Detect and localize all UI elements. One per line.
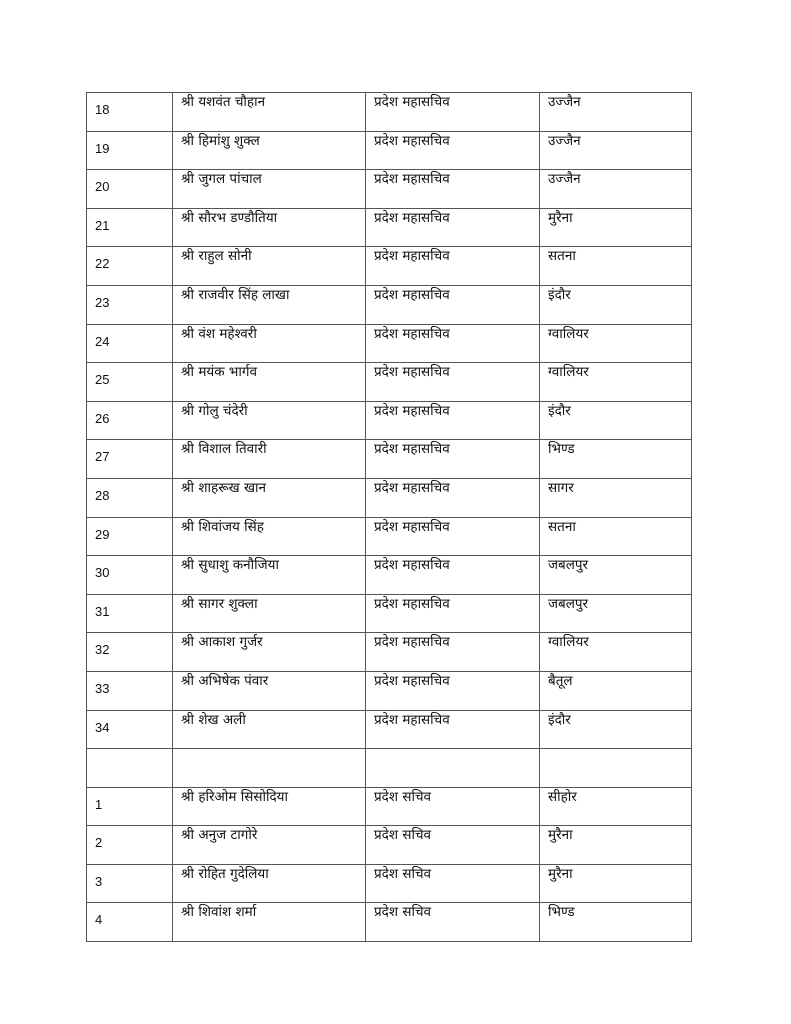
table-row bbox=[87, 671, 692, 710]
serial-number-text: 4 bbox=[95, 912, 103, 928]
member-name-cell bbox=[173, 517, 366, 556]
district-text: सीहोर bbox=[548, 788, 577, 805]
office-bearers-table bbox=[86, 92, 692, 942]
designation-cell bbox=[366, 363, 540, 402]
designation-cell bbox=[366, 594, 540, 633]
district-cell bbox=[540, 517, 692, 556]
designation-cell bbox=[366, 170, 540, 209]
member-name-cell bbox=[173, 93, 366, 132]
member-name-cell bbox=[173, 594, 366, 633]
member-name-text: श्री हिमांशु शुक्ल bbox=[181, 132, 260, 149]
serial-number-text bbox=[95, 749, 172, 759]
serial-number-text: 28 bbox=[95, 487, 110, 503]
member-name-text: श्री जुगल पांचाल bbox=[181, 171, 262, 188]
member-name-text: श्री शाहरूख खान bbox=[181, 479, 267, 496]
designation-cell bbox=[366, 903, 540, 942]
serial-number-text: 2 bbox=[95, 835, 103, 851]
district-cell bbox=[540, 363, 692, 402]
member-name-cell bbox=[173, 903, 366, 942]
designation-text: प्रदेश सचिव bbox=[374, 788, 432, 805]
serial-number-cell bbox=[87, 671, 173, 710]
member-name-text: श्री सौरभ डण्डौतिया bbox=[181, 209, 278, 226]
serial-number-cell bbox=[87, 131, 173, 170]
designation-text: प्रदेश महासचिव bbox=[374, 402, 450, 419]
designation-text: प्रदेश महासचिव bbox=[374, 325, 450, 342]
member-name-text bbox=[181, 749, 365, 752]
serial-number-cell bbox=[87, 864, 173, 903]
district-cell bbox=[540, 208, 692, 247]
district-cell bbox=[540, 93, 692, 132]
district-text: ग्वालियर bbox=[548, 634, 589, 651]
designation-cell bbox=[366, 478, 540, 517]
serial-number-cell bbox=[87, 478, 173, 517]
district-cell bbox=[540, 478, 692, 517]
table-row bbox=[87, 170, 692, 209]
serial-number-text: 32 bbox=[95, 642, 110, 658]
designation-cell bbox=[366, 324, 540, 363]
serial-number-text: 27 bbox=[95, 449, 110, 465]
designation-text: प्रदेश महासचिव bbox=[374, 479, 450, 496]
member-name-cell bbox=[173, 826, 366, 865]
designation-text: प्रदेश महासचिव bbox=[374, 557, 450, 574]
designation-text: प्रदेश महासचिव bbox=[374, 595, 450, 612]
district-cell bbox=[540, 285, 692, 324]
serial-number-text: 3 bbox=[95, 873, 103, 889]
district-text: उज्जैन bbox=[548, 171, 581, 188]
designation-cell bbox=[366, 285, 540, 324]
district-cell bbox=[540, 749, 692, 788]
serial-number-text: 23 bbox=[95, 294, 110, 310]
member-name-cell bbox=[173, 401, 366, 440]
member-name-cell bbox=[173, 324, 366, 363]
designation-text: प्रदेश महासचिव bbox=[374, 441, 450, 458]
designation-text: प्रदेश महासचिव bbox=[374, 518, 450, 535]
designation-cell bbox=[366, 208, 540, 247]
serial-number-cell bbox=[87, 749, 173, 788]
table-row bbox=[87, 401, 692, 440]
designation-cell bbox=[366, 633, 540, 672]
serial-number-text: 20 bbox=[95, 179, 110, 195]
district-cell bbox=[540, 247, 692, 286]
designation-cell bbox=[366, 401, 540, 440]
district-text: सतना bbox=[548, 518, 576, 535]
designation-text: प्रदेश सचिव bbox=[374, 904, 432, 921]
designation-cell bbox=[366, 749, 540, 788]
district-cell bbox=[540, 440, 692, 479]
table-row bbox=[87, 208, 692, 247]
district-cell bbox=[540, 556, 692, 595]
table-row bbox=[87, 93, 692, 132]
table-row bbox=[87, 864, 692, 903]
table-row bbox=[87, 710, 692, 749]
district-cell bbox=[540, 903, 692, 942]
district-text: इंदौर bbox=[548, 711, 571, 728]
district-text bbox=[548, 749, 691, 752]
member-name-cell bbox=[173, 633, 366, 672]
serial-number-text: 21 bbox=[95, 217, 110, 233]
member-name-cell bbox=[173, 478, 366, 517]
serial-number-text: 26 bbox=[95, 410, 110, 426]
member-name-cell bbox=[173, 710, 366, 749]
designation-cell bbox=[366, 247, 540, 286]
designation-cell bbox=[366, 556, 540, 595]
serial-number-cell bbox=[87, 440, 173, 479]
serial-number-cell bbox=[87, 594, 173, 633]
serial-number-text: 30 bbox=[95, 565, 110, 581]
district-text: इंदौर bbox=[548, 286, 571, 303]
designation-text: प्रदेश महासचिव bbox=[374, 672, 450, 689]
table-row bbox=[87, 517, 692, 556]
serial-number-text: 25 bbox=[95, 372, 110, 388]
designation-text: प्रदेश महासचिव bbox=[374, 286, 450, 303]
serial-number-text: 19 bbox=[95, 140, 110, 156]
district-text: भिण्ड bbox=[548, 441, 575, 458]
member-name-text: श्री अनुज टागोरे bbox=[181, 827, 258, 844]
district-text: ग्वालियर bbox=[548, 364, 589, 381]
member-name-text: श्री वंश महेश्वरी bbox=[181, 325, 257, 342]
serial-number-text: 1 bbox=[95, 796, 103, 812]
serial-number-text: 24 bbox=[95, 333, 110, 349]
member-name-text: श्री सुधाशु कनौजिया bbox=[181, 557, 279, 574]
table-body bbox=[87, 93, 692, 942]
district-cell bbox=[540, 787, 692, 826]
member-name-text: श्री रोहित गुदेलिया bbox=[181, 865, 269, 882]
member-name-cell bbox=[173, 864, 366, 903]
serial-number-cell bbox=[87, 170, 173, 209]
designation-cell bbox=[366, 517, 540, 556]
serial-number-cell bbox=[87, 285, 173, 324]
table-row bbox=[87, 285, 692, 324]
district-text: भिण्ड bbox=[548, 904, 575, 921]
district-text: जबलपुर bbox=[548, 595, 589, 612]
member-name-text: श्री आकाश गुर्जर bbox=[181, 634, 263, 651]
serial-number-cell bbox=[87, 363, 173, 402]
district-text: उज्जैन bbox=[548, 94, 581, 110]
designation-cell bbox=[366, 671, 540, 710]
designation-text: प्रदेश महासचिव bbox=[374, 94, 450, 110]
district-text: ग्वालियर bbox=[548, 325, 589, 342]
district-cell bbox=[540, 671, 692, 710]
serial-number-text: 34 bbox=[95, 719, 110, 735]
district-text: मुरैना bbox=[548, 209, 573, 226]
member-name-text: श्री मयंक भार्गव bbox=[181, 364, 258, 381]
designation-cell bbox=[366, 826, 540, 865]
member-name-cell bbox=[173, 247, 366, 286]
table-row bbox=[87, 324, 692, 363]
member-name-text: श्री विशाल तिवारी bbox=[181, 441, 267, 458]
designation-text: प्रदेश महासचिव bbox=[374, 634, 450, 651]
designation-text: प्रदेश महासचिव bbox=[374, 132, 450, 149]
member-name-cell bbox=[173, 363, 366, 402]
designation-cell bbox=[366, 440, 540, 479]
serial-number-cell bbox=[87, 903, 173, 942]
district-text: बैतूल bbox=[548, 672, 573, 689]
serial-number-cell bbox=[87, 517, 173, 556]
district-text: इंदौर bbox=[548, 402, 571, 419]
district-cell bbox=[540, 826, 692, 865]
district-cell bbox=[540, 633, 692, 672]
district-text: सतना bbox=[548, 248, 576, 265]
member-name-cell bbox=[173, 749, 366, 788]
designation-text: प्रदेश सचिव bbox=[374, 865, 432, 882]
serial-number-cell bbox=[87, 826, 173, 865]
member-name-cell bbox=[173, 170, 366, 209]
district-cell bbox=[540, 401, 692, 440]
member-name-text: श्री शिवांश शर्मा bbox=[181, 904, 257, 921]
serial-number-text: 29 bbox=[95, 526, 110, 542]
table-row bbox=[87, 363, 692, 402]
table-row bbox=[87, 594, 692, 633]
designation-cell bbox=[366, 131, 540, 170]
designation-text: प्रदेश सचिव bbox=[374, 827, 432, 844]
table-row bbox=[87, 826, 692, 865]
serial-number-cell bbox=[87, 556, 173, 595]
district-cell bbox=[540, 131, 692, 170]
member-name-text: श्री शेख अली bbox=[181, 711, 246, 728]
designation-cell bbox=[366, 864, 540, 903]
table-row bbox=[87, 787, 692, 826]
designation-text: प्रदेश महासचिव bbox=[374, 711, 450, 728]
blank-separator-row bbox=[87, 749, 692, 788]
table-row bbox=[87, 247, 692, 286]
designation-text: प्रदेश महासचिव bbox=[374, 171, 450, 188]
designation-text: प्रदेश महासचिव bbox=[374, 209, 450, 226]
member-name-cell bbox=[173, 671, 366, 710]
serial-number-cell bbox=[87, 93, 173, 132]
designation-text: प्रदेश महासचिव bbox=[374, 364, 450, 381]
designation-cell bbox=[366, 787, 540, 826]
district-cell bbox=[540, 864, 692, 903]
serial-number-cell bbox=[87, 208, 173, 247]
district-text: मुरैना bbox=[548, 865, 573, 882]
serial-number-cell bbox=[87, 710, 173, 749]
table-row bbox=[87, 903, 692, 942]
member-name-cell bbox=[173, 208, 366, 247]
serial-number-text: 31 bbox=[95, 603, 110, 619]
member-name-text: श्री अभिषेक पंवार bbox=[181, 672, 269, 689]
member-name-text: श्री यशवंत चौहान bbox=[181, 94, 266, 110]
table-row bbox=[87, 478, 692, 517]
district-cell bbox=[540, 324, 692, 363]
serial-number-cell bbox=[87, 401, 173, 440]
member-name-cell bbox=[173, 285, 366, 324]
member-name-cell bbox=[173, 440, 366, 479]
table-row bbox=[87, 440, 692, 479]
designation-text: प्रदेश महासचिव bbox=[374, 248, 450, 265]
serial-number-cell bbox=[87, 324, 173, 363]
district-text: मुरैना bbox=[548, 827, 573, 844]
designation-text bbox=[374, 749, 539, 752]
member-name-cell bbox=[173, 556, 366, 595]
serial-number-text: 18 bbox=[95, 102, 110, 117]
table-row bbox=[87, 556, 692, 595]
district-cell bbox=[540, 594, 692, 633]
serial-number-cell bbox=[87, 247, 173, 286]
district-text: सागर bbox=[548, 479, 574, 496]
district-text: उज्जैन bbox=[548, 132, 581, 149]
member-name-text: श्री गोलु चंदेरी bbox=[181, 402, 248, 419]
designation-cell bbox=[366, 93, 540, 132]
district-cell bbox=[540, 170, 692, 209]
serial-number-text: 33 bbox=[95, 680, 110, 696]
serial-number-cell bbox=[87, 787, 173, 826]
table-row bbox=[87, 633, 692, 672]
serial-number-text: 22 bbox=[95, 256, 110, 272]
member-name-cell bbox=[173, 131, 366, 170]
member-name-text: श्री हरिओम सिसोदिया bbox=[181, 788, 288, 805]
member-name-text: श्री राहुल सोनी bbox=[181, 248, 252, 265]
table-row bbox=[87, 131, 692, 170]
designation-cell bbox=[366, 710, 540, 749]
member-name-text: श्री सागर शुक्ला bbox=[181, 595, 258, 612]
member-name-cell bbox=[173, 787, 366, 826]
member-name-text: श्री शिवांजय सिंह bbox=[181, 518, 264, 535]
member-name-text: श्री राजवीर सिंह लाखा bbox=[181, 286, 290, 303]
district-text: जबलपुर bbox=[548, 557, 589, 574]
serial-number-cell bbox=[87, 633, 173, 672]
district-cell bbox=[540, 710, 692, 749]
